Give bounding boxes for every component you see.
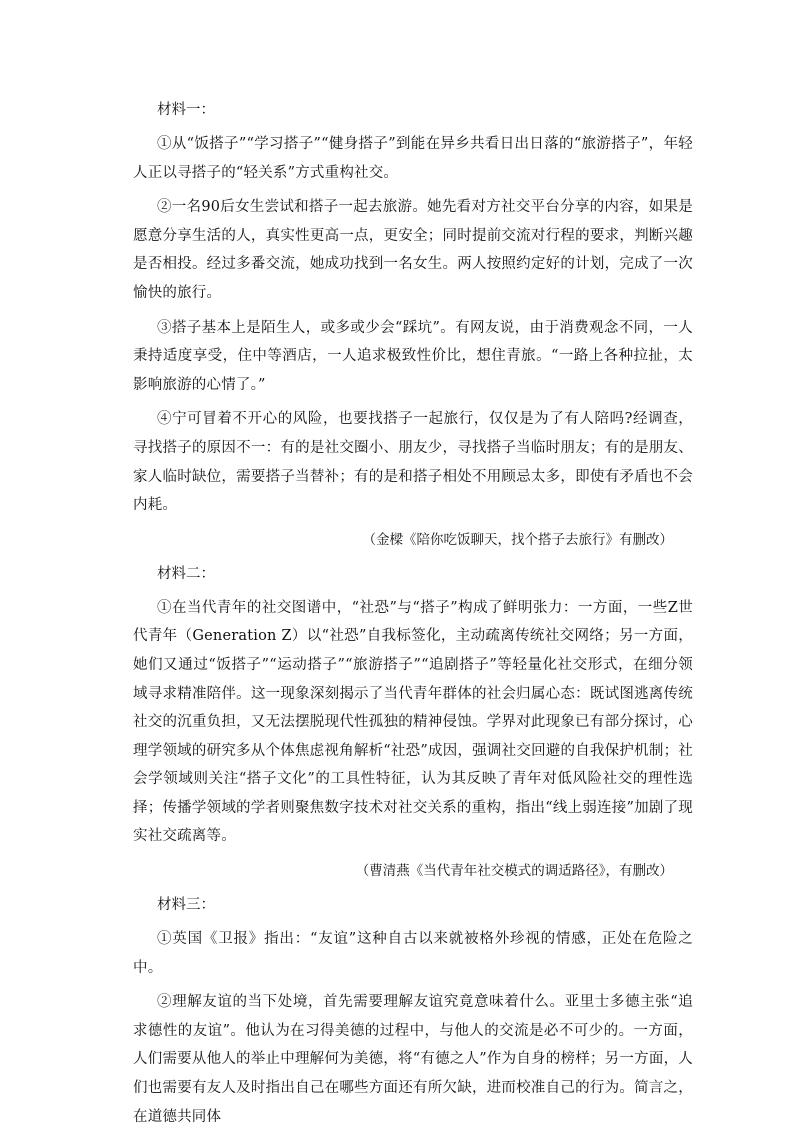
material2-label: 材料二： (157, 565, 215, 582)
material1-source: （金樑《陪你吃饭聊天，找个搭子去旅行》有删改） (362, 531, 673, 548)
material1-label: 材料一： (157, 102, 215, 118)
material3-label: 材料三： (157, 897, 215, 914)
document-body (133, 96, 693, 1137)
material1-paragraph-4: ④宁可冒着不开心的风险，也要找搭子一起旅行，仅仅是为了有人陪吗?经调查，寻找搭子的原因不一：有的是社交圈小、朋友少，寻找搭子当临时朋友；有的是朋友、家人临时缺位，需要搭子当替补；有的是和搭子相处不用顾忌太多，即使有矛盾也不会内耗。 (133, 411, 693, 514)
material3-paragraph-1: ①英国《卫报》指出：“友谊”这种自古以来就被格外珍视的情感，正处在危险之中。 (133, 931, 693, 976)
material1-paragraph-3: ③搭子基本上是陌生人，或多或少会“踩坑”。有网友说，由于消费观念不同，一人秉持适度享受，住中等酒店，一人追求极致性价比，想住青旅。“一路上各种拉扯，太影响旅游的心情了。” (133, 319, 693, 393)
material3-paragraph-2: ②理解友谊的当下处境，首先需要理解友谊究竟意味着什么。亚里士多德主张“追求德性的友谊”。他认为在习得美德的过程中，与他人的交流是必不可少的。一方面，人们需要从他人的举止中理解何为美德，将“有德之人”作为自身的榜样；另一方面，人们也需要有友人及时指出自己在哪些方面还有所欠缺，进而校准自己的行为。简言之，在道德共同体 (133, 994, 693, 1125)
material2-source: （曹清燕《当代青年社交模式的调适路径》，有删改） (355, 863, 673, 880)
material2-paragraph-1: ①在当代青年的社交图谱中，“社恐”与“搭子”构成了鲜明张力：一方面，一些Z世代青年（Generation Z）以“社恐”自我标签化，主动疏离传统社交网络；另一方面，她们又通过“饭搭子”“运动搭子”“旅游搭子”“追剧搭子”等轻量化社交形式，在细分领域寻求精准陪伴。这一现象深刻揭示了当代青年群体的社会归属心态：既试图逃离传统社交的沉重负担，又无法摆脱现代性孤独的精神侵蚀。学界对此现象已有部分探讨，心理学领域的研究多从个体焦虑视角解析“社恐”成因，强调社交回避的自我保护机制；社会学领域则关注“搭子文化”的工具性特征，认为其反映了青年对低风险社交的理性选择；传播学领域的学者则聚焦数字技术对社交关系的重构，指出“线上弱连接”加剧了现实社交疏离等。 (133, 599, 693, 845)
material1-paragraph-2: ②一名90后女生尝试和搭子一起去旅游。她先看对方社交平台分享的内容，如果是愿意分享生活的人，真实性更高一点，更安全；同时提前交流对行程的要求，判断兴趣是否相投。经过多番交流，她成功找到一名女生。两人按照约定好的计划，完成了一次愉快的旅行。 (133, 199, 693, 301)
material1-paragraph-1: ①从“饭搭子”“学习搭子”“健身搭子”到能在异乡共看日出日落的“旅游搭子”，年轻人正以寻搭子的“轻关系”方式重构社交。 (133, 136, 693, 181)
